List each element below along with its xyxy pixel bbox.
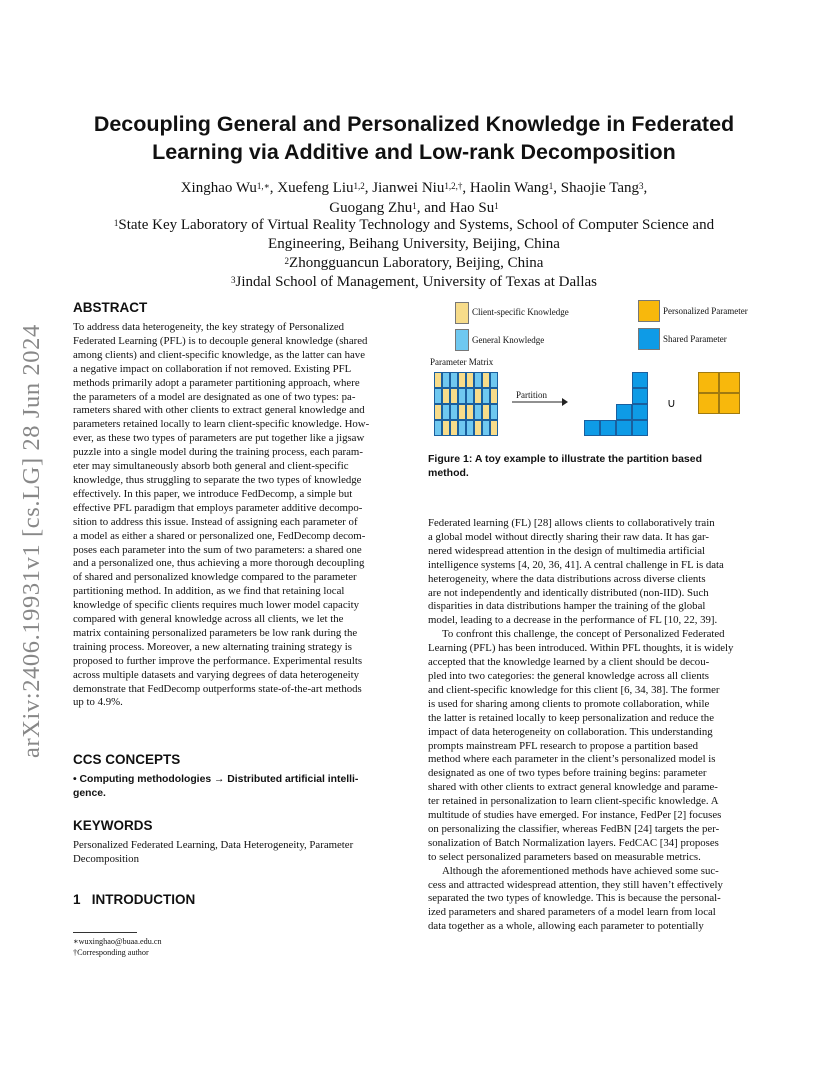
matrix-cell [442, 420, 450, 436]
matrix-cell [482, 404, 490, 420]
ccs-heading: CCS CONCEPTS [73, 752, 181, 767]
author-name: Xuefeng Liu [277, 180, 354, 196]
affiliation-text: Jindal School of Management, University of Texas at Dallas [235, 274, 597, 290]
matrix-cell [434, 420, 442, 436]
matrix-cell [490, 372, 498, 388]
abstract-line: parameters retained locally to learn client-specific knowledge. How- [73, 418, 370, 431]
abstract-line: sition to address this issue. Instead of assigning each parameter of [73, 515, 358, 528]
introduction-body [428, 517, 756, 934]
matrix-cell [490, 420, 498, 436]
abstract-line: a negative impact on collaboration if not removed. Existing PFL [73, 362, 352, 375]
abstract-line: the parameters of a model are designated as one of two types: pa- [73, 390, 356, 403]
abstract-line: partitioning method. In addition, as we find that retaining local [73, 585, 345, 598]
abstract-line: knowledge, thus struggling to separate the two types of knowledge [73, 473, 362, 486]
personalized-cell [698, 393, 719, 414]
keywords-body [73, 839, 399, 867]
arxiv-stamp-text: arXiv:2406.19931v1 [cs.LG] 28 Jun 2024 [18, 324, 45, 758]
author-sup: 1,2 [353, 181, 365, 191]
abstract-line: demonstrate that FedDecomp outperforms state-of-the-art methods [73, 682, 362, 695]
intro-line: designated as one of two types before training begins: parameter [428, 767, 707, 780]
abstract-line: up to 4.9%. [73, 696, 123, 709]
abstract-line: Federated Learning (PFL) is to decouple general knowledge (shared [73, 334, 368, 347]
affiliation-sup: 3 [230, 275, 236, 285]
affiliation-sup: 1 [113, 218, 119, 228]
matrix-cell [490, 404, 498, 420]
author-name: Guogang Zhu [329, 200, 413, 216]
matrix-cell [474, 404, 482, 420]
matrix-cell [466, 404, 474, 420]
affiliation-1-line-2: Engineering, Beihang University, Beijing, China [268, 236, 560, 252]
parameter-matrix [434, 372, 498, 436]
abstract-line: training process. Moreover, a new alternating training strategy is [73, 640, 353, 653]
intro-line: is used for sharing among clients to promote collaboration, while [428, 697, 710, 710]
footnotes [73, 936, 162, 958]
abstract-line: puzzle into a single model during the training process, each param- [73, 446, 363, 459]
matrix-cell [442, 404, 450, 420]
personalized-parameter-block [698, 372, 740, 414]
matrix-cell [442, 388, 450, 404]
matrix-cell [450, 388, 458, 404]
intro-line: the latter is retained locally to keep personalization and reduce the [428, 711, 714, 724]
matrix-cell [466, 388, 474, 404]
matrix-cell [458, 404, 466, 420]
abstract-line: To address data heterogeneity, the key strategy of Personalized [73, 321, 345, 333]
matrix-cell [466, 372, 474, 388]
legend-client-label: Client-specific Knowledge [472, 307, 569, 317]
abstract-line: rameters shared with other clients to extract general knowledge and [73, 404, 365, 417]
shared-parameter-block [584, 372, 648, 436]
matrix-cell [442, 372, 450, 388]
intro-line: Federated learning (FL) [28] allows clients to collaboratively train [428, 517, 715, 529]
abstract-line: knowledge of specific clients requires much lower model capacity [73, 599, 360, 612]
intro-line: Although the aforementioned methods have achieved some suc- [442, 864, 719, 877]
intro-line: ter retained in personalization to learn client-specific knowledge. A [428, 795, 719, 808]
legend-personalized-label: Personalized Parameter [663, 306, 748, 316]
intro-line: ized parameters and shared parameters of a model learn from local [428, 906, 716, 919]
matrix-cell [450, 404, 458, 420]
abstract-line: eter may simultaneously absorb both general and client-specific [73, 460, 349, 473]
shared-cell [632, 388, 648, 404]
matrix-cell [474, 372, 482, 388]
intro-line: and client-specific knowledge for this client [6, 34, 38]. The former [428, 683, 720, 696]
abstract-line: compared with general knowledge across all clients, we let the [73, 613, 344, 626]
affiliation-sup: 2 [284, 256, 290, 266]
legend-shared-label: Shared Parameter [663, 334, 727, 344]
abstract-heading: ABSTRACT [73, 300, 148, 315]
legend-swatch-shared [638, 328, 660, 350]
intro-line: data together as a whole, allowing each parameter to potentially [428, 920, 704, 933]
keywords-line-1: Personalized Federated Learning, Data Heterogeneity, Parameter [73, 839, 354, 851]
intro-line: multitude of studies have emerged. For instance, FedPer [2] focuses [428, 809, 722, 822]
footnote-email: ∗wuxinghao@buaa.edu.cn [73, 937, 162, 946]
abstract-line: among clients) and client-specific knowledge, as the latter can have [73, 348, 365, 361]
intro-paragraph [428, 628, 756, 864]
abstract-line: effective PFL paradigm that employs parameter additive decompo- [73, 501, 363, 514]
intro-line: prompts mainstream PFL research to propose a partition based [428, 739, 699, 752]
abstract-line: poses each parameter into the sum of two parameters: a shared one [73, 543, 362, 556]
author-name: Haolin Wang [469, 180, 549, 196]
keywords-line-2: Decomposition [73, 852, 139, 865]
shared-cell [616, 404, 632, 420]
matrix-cell [458, 372, 466, 388]
affiliation-1 [60, 216, 768, 235]
shared-cell [600, 420, 616, 436]
author-name: Jianwei Niu [372, 180, 445, 196]
abstract-body [73, 321, 399, 710]
title-line-1: Decoupling General and Personalized Knowledge in Federated [93, 112, 735, 136]
intro-line: pled into two categories: the general knowledge across all clients [428, 669, 709, 682]
personalized-cell [719, 393, 740, 414]
abstract-line: a model as either a shared or personalized one, FedDecomp decom- [73, 529, 366, 542]
intro-line: model, leading to a decrease in the performance of FL [10, 22, 39]. [428, 614, 718, 627]
union-symbol: ∪ [667, 396, 676, 410]
legend-swatch-client [455, 302, 469, 324]
parameter-matrix-label: Parameter Matrix [430, 357, 494, 367]
author-sup: 1 [548, 181, 554, 191]
ccs-concepts [73, 773, 399, 801]
matrix-cell [434, 404, 442, 420]
figure-1 [428, 296, 758, 446]
matrix-cell [482, 388, 490, 404]
abstract-line: of shared and personalized knowledge compared to the parameter [73, 571, 357, 584]
introduction-heading [73, 892, 195, 907]
caption-line-1: Figure 1: A toy example to illustrate the partition based [428, 453, 703, 465]
legend-general-label: General Knowledge [472, 335, 545, 345]
matrix-cell [482, 372, 490, 388]
intro-line: cess and attracted widespread attention, they still haven’t effectively [428, 878, 723, 891]
matrix-cell [466, 420, 474, 436]
abstract-line: ever, as these two types of parameters are put together like a jigsaw [73, 432, 365, 445]
intro-line: impact of data heterogeneity on collaboration. This understanding [428, 725, 713, 738]
legend-swatch-general [455, 329, 469, 351]
intro-line: nered widespread attention in the design of multimedia artificial [428, 544, 706, 557]
intro-line: on personalizing the classifier, whereas FedBN [24] targets the per- [428, 822, 720, 835]
intro-line: intelligence systems [4, 20, 36, 41]. A central challenge in FL is data [428, 558, 724, 571]
personalized-cell [698, 372, 719, 393]
ccs-line-2: gence. [73, 787, 106, 799]
shared-cell [616, 420, 632, 436]
partition-arrow-label: Partition [516, 390, 547, 400]
intro-line: shared with other clients to extract general knowledge and parame- [428, 781, 718, 794]
arxiv-stamp [14, 296, 54, 776]
intro-paragraph [428, 865, 756, 935]
affiliation-3 [60, 273, 768, 292]
intro-line: sonalization of Batch Normalization layers. FedCAC [34] proposes [428, 836, 719, 849]
intro-line: disparities in data distributions hamper the training of the global [428, 600, 706, 613]
author-list [60, 178, 768, 218]
footnote-rule [73, 932, 137, 933]
author-name: and Hao Su [424, 200, 495, 216]
abstract-line: proposed to further improve the performance. Experimental results [73, 654, 363, 667]
abstract-line: matrix containing personalized parameters be low rank during the [73, 626, 358, 639]
author-sup: 1,∗ [256, 181, 270, 191]
intro-line: To confront this challenge, the concept of Personalized Federated [442, 628, 725, 641]
matrix-cell [458, 420, 466, 436]
matrix-cell [474, 388, 482, 404]
keywords-heading: KEYWORDS [73, 818, 153, 833]
legend-swatch-personalized [638, 300, 660, 322]
intro-line: to select personalized parameters based on measurable metrics. [428, 850, 701, 863]
abstract-line: and a personalized one, thus achieving a more thorough decoupling [73, 557, 365, 570]
matrix-cell [434, 372, 442, 388]
paper-title [60, 110, 768, 166]
author-sup: 1 [494, 201, 499, 211]
intro-line: heterogeneity, where the data distributions across diverse clients [428, 572, 706, 585]
matrix-cell [482, 420, 490, 436]
matrix-cell [474, 420, 482, 436]
personalized-cell [719, 372, 740, 393]
abstract-line: methods primarily adopt a parameter partitioning approach, where [73, 376, 360, 389]
author-name: Shaojie Tang [560, 180, 640, 196]
author-line-2: Guogang Zhu$^1$, and Hao Su$^1$ [329, 200, 499, 216]
caption-line-2: method. [428, 467, 469, 479]
figure-1-caption [428, 452, 758, 480]
title-line-2: Learning via Additive and Low-rank Decomposition [152, 140, 676, 164]
matrix-cell [450, 420, 458, 436]
shared-cell [584, 420, 600, 436]
affiliation-text: Zhongguancun Laboratory, Beijing, China [289, 255, 544, 271]
matrix-cell [450, 372, 458, 388]
section-title: INTRODUCTION [91, 892, 196, 907]
author-line-1: Xinghao $Wu^{1,∗}$, Xuefeng Liu$^{1,2}$, Jianwei Niu$^{1,2,\dagger}$, Haolin Wang$^1$, Shaojie Tang$^3$, [180, 180, 648, 196]
intro-line: accepted that the knowledge learned by a client should be decou- [428, 656, 710, 669]
affiliation-text: State Key Laboratory of Virtual Reality Technology and Systems, School of Computer Science and [118, 217, 715, 233]
affiliations [60, 216, 768, 292]
author-name: Xinghao Wu [180, 180, 257, 196]
author-sup: 3 [639, 181, 644, 191]
intro-line: separated the two types of knowledge. This is because the personal- [428, 892, 721, 905]
footnote-corresponding: †Corresponding author [73, 948, 149, 957]
section-number: 1 [73, 892, 81, 907]
intro-line: are not independently and identically distributed (non-IID). Such [428, 586, 709, 599]
partition-arrow-icon [510, 396, 570, 408]
abstract-line: across multiple datasets and varying degrees of data heterogeneity [73, 668, 360, 681]
matrix-cell [458, 388, 466, 404]
matrix-cell [434, 388, 442, 404]
intro-line: a global model without directly sharing their raw data. It has gar- [428, 530, 710, 543]
ccs-line-1: • Computing methodologies → Distributed artificial intelli- [73, 774, 359, 785]
shared-cell [632, 404, 648, 420]
abstract-line: effectively. In this paper, we introduce FedDecomp, a simple but [73, 487, 353, 500]
shared-cell [632, 372, 648, 388]
intro-paragraph [428, 517, 756, 628]
intro-line: Learning (PFL) has been introduced. Within PFL thoughts, it is widely [428, 642, 734, 655]
matrix-cell [490, 388, 498, 404]
intro-line: method where each parameter in the client’s personalized model is [428, 753, 716, 766]
affiliation-2 [60, 254, 768, 273]
shared-cell [632, 420, 648, 436]
author-sup: 1,2,† [444, 181, 463, 191]
author-sup: 1 [412, 201, 417, 211]
